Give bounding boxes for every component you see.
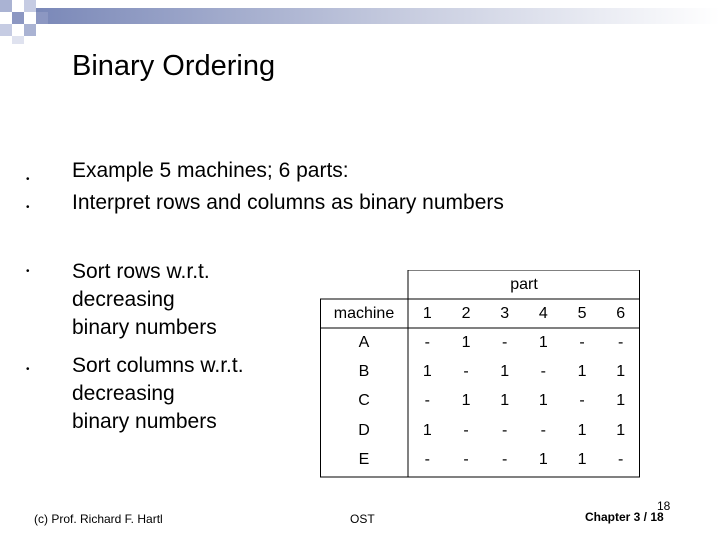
table-cell: - bbox=[501, 422, 508, 439]
table-cell: - bbox=[501, 334, 508, 351]
table-row-label: B bbox=[358, 363, 370, 380]
table-cell: - bbox=[463, 422, 469, 439]
table-cell: - bbox=[424, 334, 430, 351]
table-cell: 1 bbox=[577, 363, 587, 380]
header-decoration bbox=[0, 0, 720, 44]
table-header-machine: machine bbox=[333, 305, 395, 322]
table-cell: - bbox=[540, 422, 546, 439]
bullet-dot: • bbox=[26, 266, 30, 277]
footer-copyright: (c) Prof. Richard F. Hartl bbox=[34, 512, 163, 526]
bullet-dot: • bbox=[26, 174, 30, 185]
bullet-dot: • bbox=[26, 202, 30, 213]
table-cell: - bbox=[463, 451, 469, 468]
footer-center: OST bbox=[350, 512, 375, 526]
table-cell: 1 bbox=[616, 422, 626, 439]
bullet-line: Sort rows w.r.t. bbox=[72, 260, 210, 283]
table-cell: 1 bbox=[461, 392, 471, 409]
bullet-line: decreasing bbox=[72, 288, 175, 311]
table-column-header: 2 bbox=[461, 305, 471, 322]
table-row-label: E bbox=[358, 451, 370, 468]
table-cell: 1 bbox=[577, 451, 587, 468]
table-cell: 1 bbox=[538, 451, 548, 468]
table-column-header: 5 bbox=[577, 305, 587, 322]
table-column-header: 6 bbox=[616, 305, 626, 322]
table-cell: - bbox=[617, 451, 624, 468]
table-group-header: part bbox=[510, 276, 538, 293]
table-cell: 1 bbox=[461, 334, 471, 351]
table-cell: 1 bbox=[538, 334, 548, 351]
table-cell: 1 bbox=[616, 363, 626, 380]
table-row-label: A bbox=[358, 334, 370, 351]
bullet-text: Interpret rows and columns as binary numbers bbox=[72, 191, 504, 214]
table-cell: - bbox=[579, 392, 585, 409]
table-cell: 1 bbox=[538, 392, 548, 409]
bullet-text-sort-cols bbox=[72, 352, 244, 436]
table-column-header: 3 bbox=[500, 305, 510, 322]
table-column-header: 1 bbox=[422, 305, 432, 322]
footer-chapter: Chapter 3 / 18 bbox=[585, 510, 664, 524]
table-cell: 1 bbox=[500, 363, 510, 380]
bullet-line: Sort columns w.r.t. bbox=[72, 354, 244, 377]
bullet-text: Example 5 machines; 6 parts: bbox=[72, 159, 349, 182]
table-cell: - bbox=[501, 451, 508, 468]
bullet-line: binary numbers bbox=[72, 316, 217, 339]
table-cell: - bbox=[579, 334, 585, 351]
table-cell: - bbox=[540, 363, 546, 380]
bullet-line: decreasing bbox=[72, 382, 175, 405]
table-row-label: C bbox=[358, 392, 370, 409]
page-number: 18 bbox=[657, 499, 671, 513]
machine-part-table bbox=[320, 270, 640, 478]
bullet-text-sort-rows bbox=[72, 258, 217, 342]
table-cell: - bbox=[617, 334, 624, 351]
table-cell: 1 bbox=[616, 392, 626, 409]
bullet-dot: • bbox=[26, 364, 30, 375]
bullet-line: binary numbers bbox=[72, 410, 217, 433]
table-cell: 1 bbox=[577, 422, 587, 439]
slide-title: Binary Ordering bbox=[72, 50, 276, 82]
table-cell: 1 bbox=[422, 363, 432, 380]
table-row-label: D bbox=[358, 422, 370, 439]
table-cell: - bbox=[463, 363, 469, 380]
table-cell: - bbox=[424, 451, 430, 468]
table-cell: - bbox=[424, 392, 430, 409]
table-cell: 1 bbox=[422, 422, 432, 439]
table-column-header: 4 bbox=[538, 305, 548, 322]
table-cell: 1 bbox=[500, 392, 510, 409]
